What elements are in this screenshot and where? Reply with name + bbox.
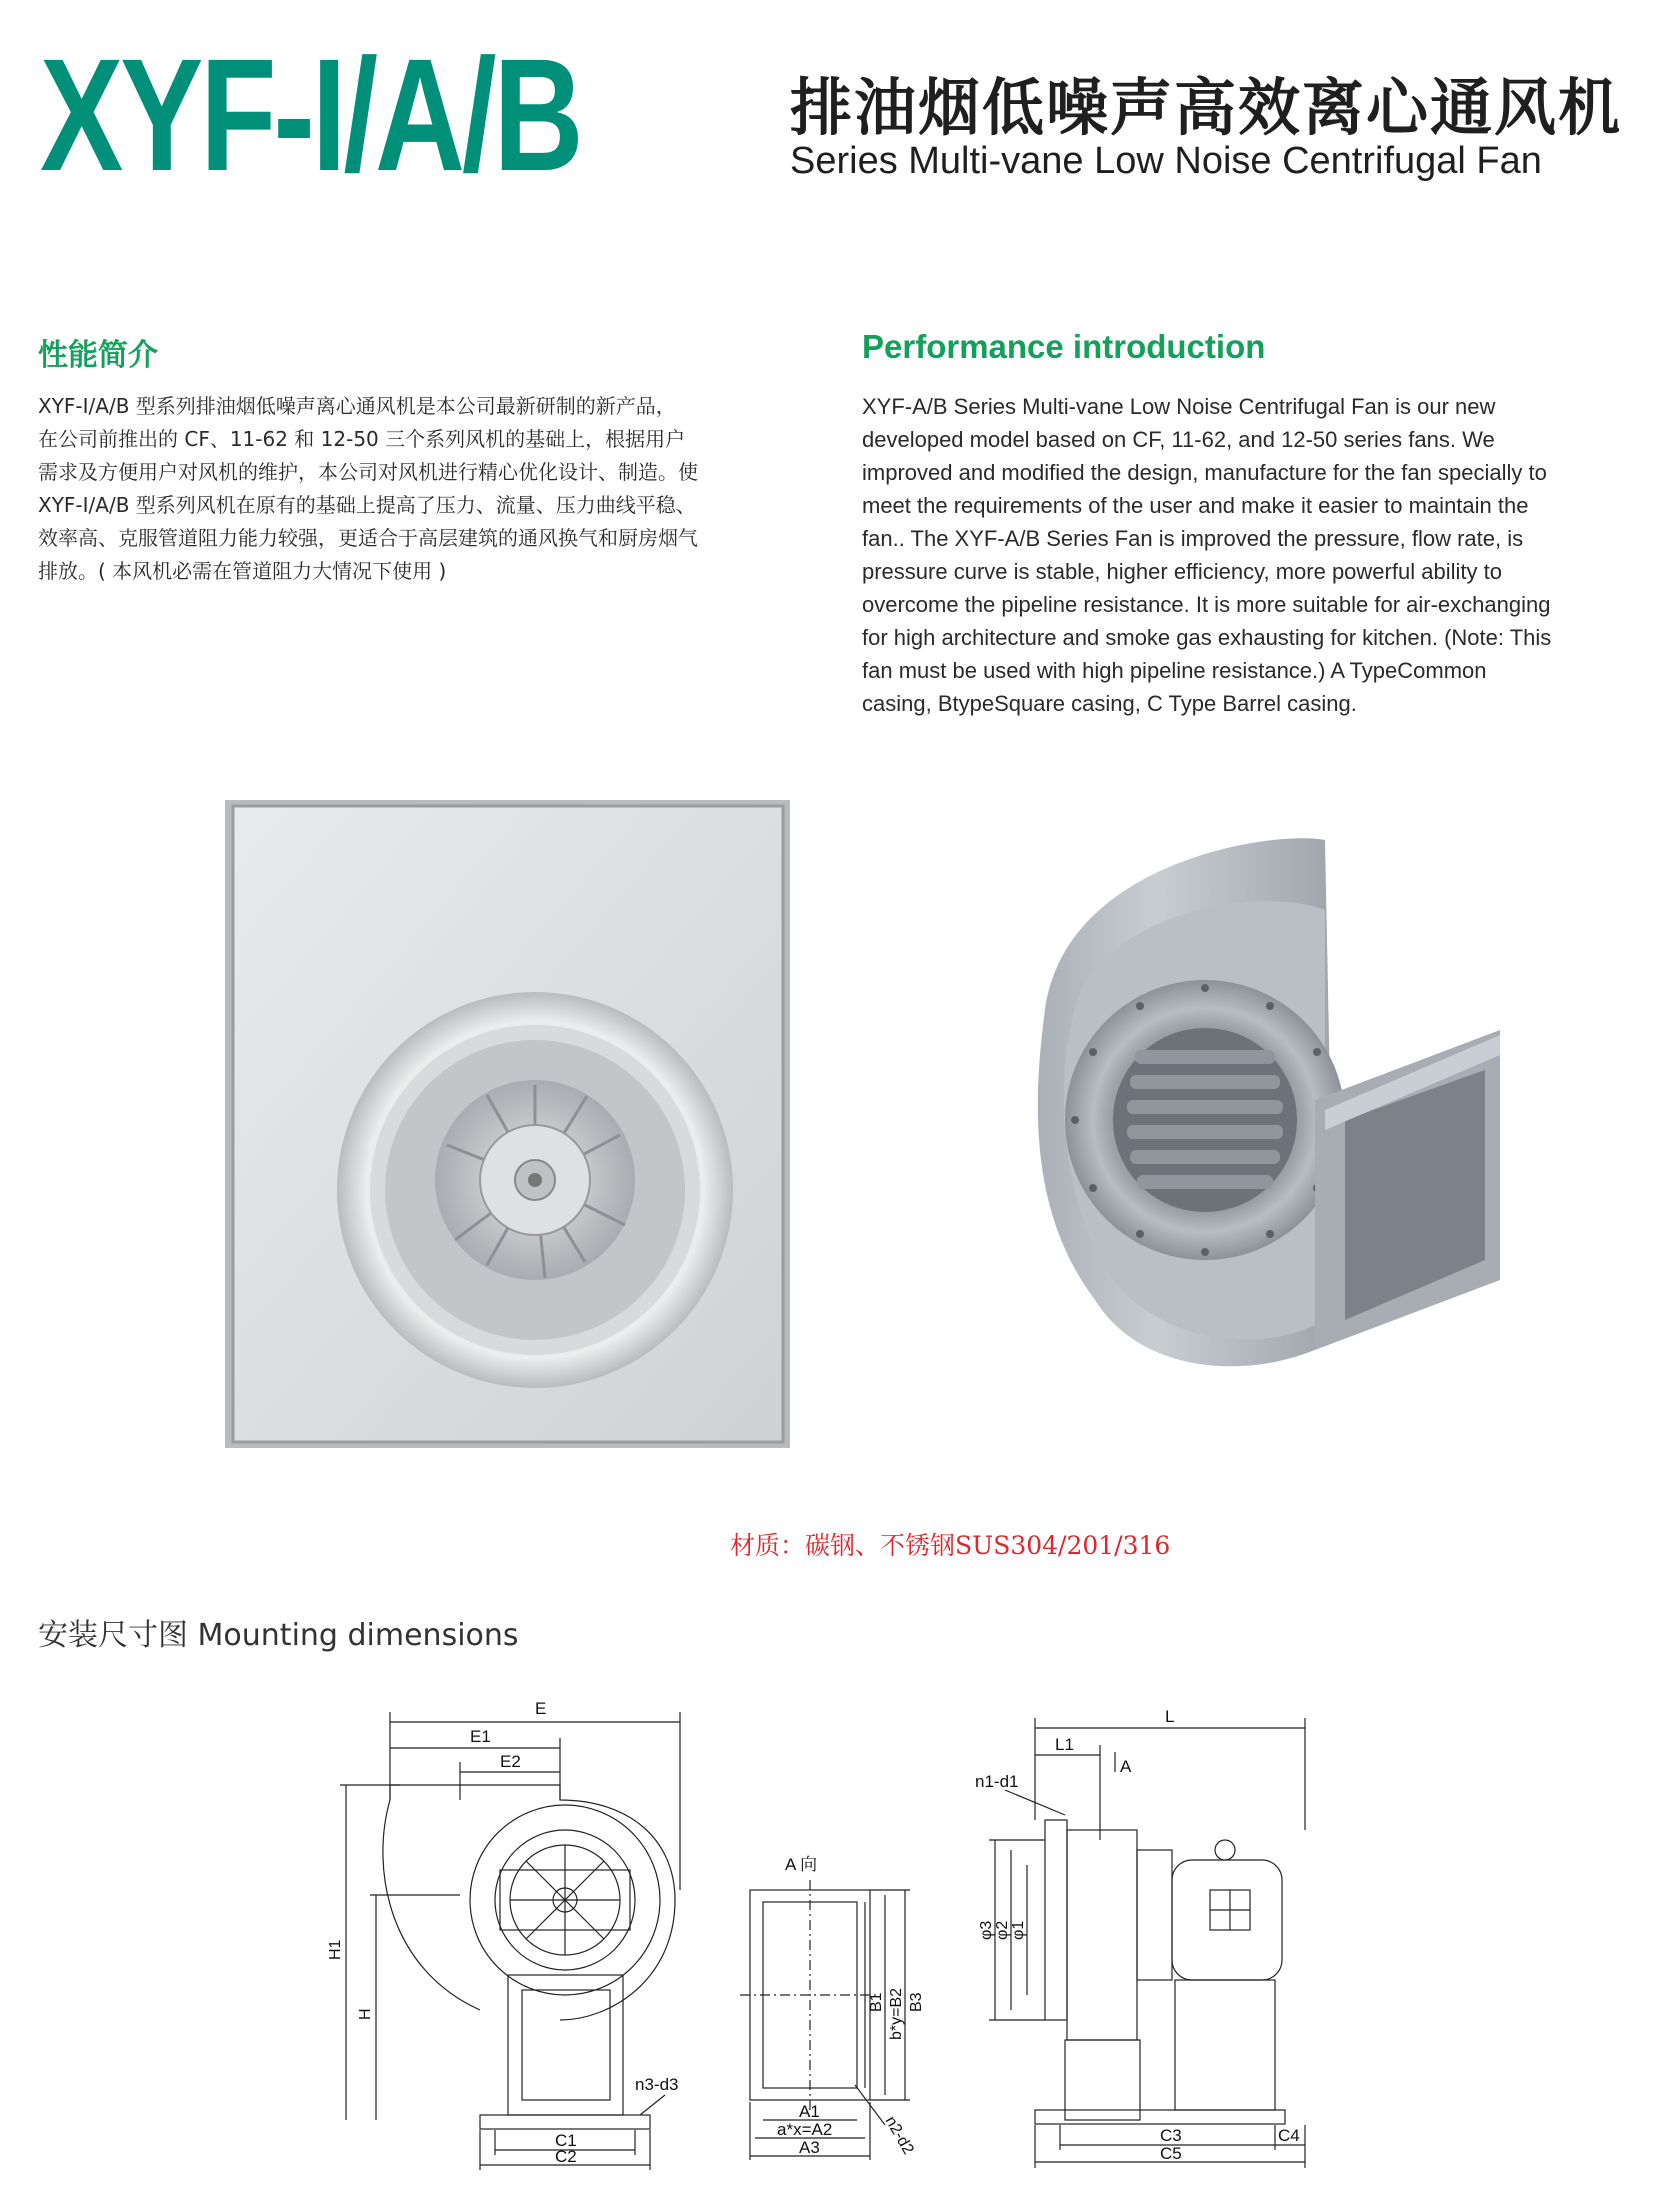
text-line: developed model based on CF, 11-62, and 12-50 series fans. We [862, 427, 1495, 452]
text-line: casing, BtypeSquare casing, C Type Barrel casing. [862, 691, 1357, 716]
dim-H: H [357, 2008, 374, 2020]
dim-C4: C4 [1278, 2126, 1300, 2145]
dim-A1: A1 [799, 2102, 820, 2121]
text-line: 在公司前推出的 CF、11-62 和 12-50 三个系列风机的基础上，根据用户 [38, 427, 686, 451]
text-line: meet the requirements of the user and make it easier to maintain the [862, 493, 1529, 518]
performance-text-cn [38, 390, 788, 588]
performance-heading-cn: 性能简介 [38, 338, 158, 373]
model-title: XYF-I/A/B [40, 25, 581, 204]
dim-A-arrow: A [1120, 1757, 1132, 1776]
dim-C5: C5 [1160, 2144, 1182, 2163]
side-view-drawing [975, 1700, 1330, 2170]
product-title-en: Series Multi-vane Low Noise Centrifugal Fan [790, 140, 1542, 182]
product-title-cn: 排油烟低噪声高效离心通风机 [790, 71, 1623, 144]
performance-heading-en: Performance introduction [862, 328, 1266, 365]
dim-A3: A3 [799, 2138, 820, 2157]
dim-E: E [535, 1699, 547, 1718]
text-line: for high architecture and smoke gas exhausting for kitchen. (Note: This [862, 625, 1552, 650]
a-direction-view-drawing [735, 1840, 965, 2170]
text-line: XYF-I/A/B 型系列排油烟低噪声离心通风机是本公司最新研制的新产品， [38, 394, 676, 418]
text-line: 需求及方便用户对风机的维护，本公司对风机进行精心优化设计、制造。使 [38, 460, 698, 484]
front-view-drawing [327, 1690, 700, 2170]
dim-E2: E2 [500, 1752, 521, 1771]
dim-E1: E1 [470, 1727, 491, 1746]
text-line: 排放。( 本风机必需在管道阻力大情况下使用 ) [38, 559, 447, 583]
dim-B2: b*y=B2 [888, 1987, 905, 2040]
dim-L: L [1165, 1707, 1175, 1726]
text-line: 效率高、克服管道阻力能力较强，更适合于高层建筑的通风换气和厨房烟气 [38, 526, 698, 550]
dim-L1: L1 [1055, 1735, 1074, 1754]
dim-B3: B3 [908, 1992, 925, 2012]
text-line: XYF-A/B Series Multi-vane Low Noise Centrifugal Fan is our new [862, 394, 1496, 419]
square-casing-fan-photo [225, 800, 790, 1448]
dim-B1: B1 [868, 1992, 885, 2012]
text-line: fan.. The XYF-A/B Series Fan is improved the pressure, flow rate, is [862, 526, 1524, 551]
dim-H1: H1 [327, 1939, 344, 1960]
text-line: overcome the pipeline resistance. It is more suitable for air-exchanging [862, 592, 1551, 617]
dim-phi3: φ3 [978, 1920, 995, 1940]
dim-C3: C3 [1160, 2126, 1182, 2145]
dim-n3-d3: n3-d3 [635, 2075, 679, 2094]
dim-n2-d2: n2-d2 [881, 2113, 917, 2158]
text-line: fan must be used with high pipeline resistance.) A TypeCommon [862, 658, 1487, 683]
a-view-title: A 向 [785, 1855, 818, 1874]
dim-phi1: φ1 [1010, 1920, 1027, 1940]
dim-A2: a*x=A2 [777, 2120, 833, 2139]
dim-C2: C2 [555, 2147, 577, 2166]
dim-phi2: φ2 [994, 1920, 1011, 1940]
dim-C1: C1 [555, 2131, 577, 2150]
text-line: pressure curve is stable, higher efficiency, more powerful ability to [862, 559, 1502, 584]
performance-text-en [862, 390, 1614, 720]
material-note: 材质：碳钢、不锈钢SUS304/201/316 [730, 1531, 1171, 1560]
common-casing-fan-photo [1025, 820, 1515, 1450]
mounting-dimensions-heading: 安装尺寸图 Mounting dimensions [38, 1618, 519, 1653]
text-line: XYF-I/A/B 型系列风机在原有的基础上提高了压力、流量、压力曲线平稳、 [38, 493, 696, 517]
dim-n1-d1: n1-d1 [975, 1772, 1019, 1791]
text-line: improved and modified the design, manufacture for the fan specially to [862, 460, 1547, 485]
